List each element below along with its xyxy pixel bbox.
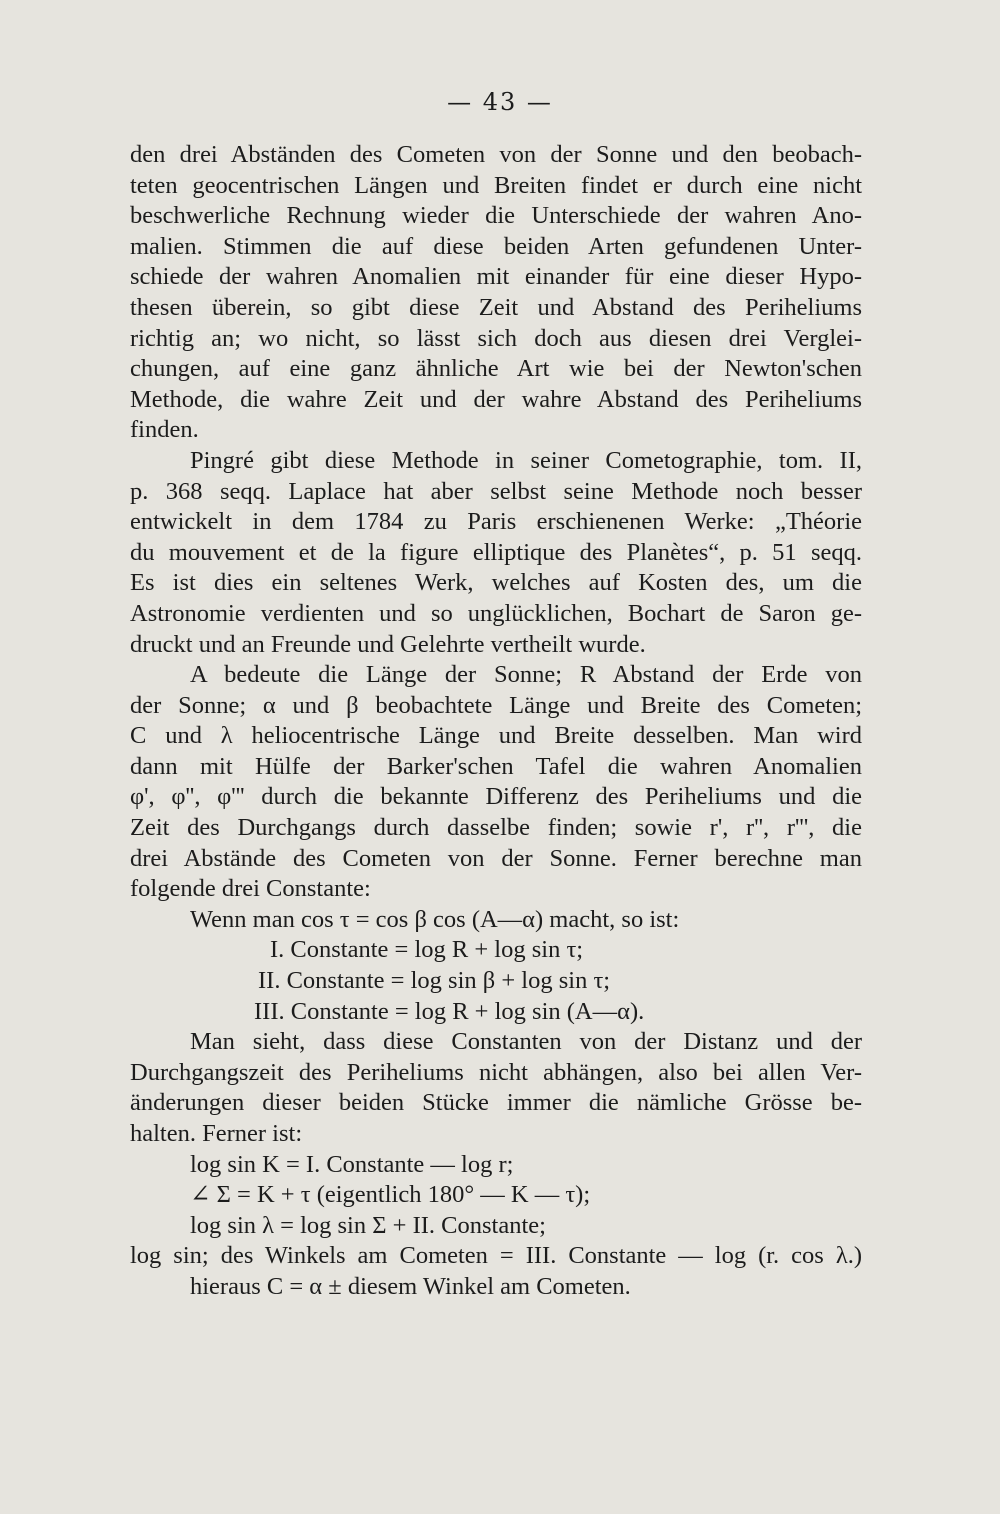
text-line: drei Abstände des Cometen von der Sonne. Ferner berechne man [130,844,862,872]
text-line: malien. Stimmen die auf diese beiden Arten gefundenen Unter- [130,232,862,260]
text-line: Zeit des Durchgangs durch dasselbe finden; sowie r', r'', r''', die [130,814,862,842]
text-line: druckt und an Freunde und Gelehrte vertheilt wurde. [130,630,646,658]
text-line: ∠ Σ = K + τ (eigentlich 180° — K — τ); [190,1181,591,1209]
text-line: II. Constante = log sin β + log sin τ; [258,967,611,995]
text-line: I. Constante = log R + log sin τ; [270,936,584,964]
text-line: teten geocentrischen Längen und Breiten findet er durch eine nicht [130,171,862,199]
text-line: thesen überein, so gibt diese Zeit und Abstand des Periheliums [130,293,862,321]
text-line: A bedeute die Länge der Sonne; R Abstand der Erde von [190,661,862,689]
text-line: Man sieht, dass diese Constanten von der Distanz und der [190,1028,862,1056]
text-line: hieraus C = α ± diesem Winkel am Cometen. [190,1272,631,1300]
text-line: entwickelt in dem 1784 zu Paris erschienenen Werke: „Théorie [130,508,862,536]
text-line: dann mit Hülfe der Barker'schen Tafel die wahren Anomalien [130,752,862,780]
text-line: Durchgangszeit des Periheliums nicht abhängen, also bei allen Ver- [130,1058,862,1086]
text-line: III. Constante = log R + log sin (A—α). [254,997,645,1025]
text-line: finden. [130,416,199,444]
text-line: chungen, auf eine ganz ähnliche Art wie bei der Newton'schen [130,355,862,383]
text-line: Es ist dies ein seltenes Werk, welches auf Kosten des, um die [130,569,862,597]
text-line: log sin λ = log sin Σ + II. Constante; [190,1211,546,1239]
text-line: Methode, die wahre Zeit und der wahre Abstand des Periheliums [130,385,862,413]
text-line: beschwerliche Rechnung wieder die Unterschiede der wahren Ano- [130,202,862,230]
text-line: änderungen dieser beiden Stücke immer die nämliche Grösse be- [130,1089,862,1117]
text-line: Astronomie verdienten und so unglücklichen, Bochart de Saron ge- [130,599,862,627]
text-line: p. 368 seqq. Laplace hat aber selbst seine Methode noch besser [130,477,862,505]
page-number: — 43 — [447,88,553,116]
body-text [130,140,862,1303]
text-line: schiede der wahren Anomalien mit einander für eine dieser Hypo- [130,263,862,291]
text-line: den drei Abständen des Cometen von der Sonne und den beobach- [130,141,862,168]
text-line: Pingré gibt diese Methode in seiner Cometographie, tom. II, [190,446,862,474]
text-line: folgende drei Constante: [130,875,371,903]
text-line: der Sonne; α und β beobachtete Länge und Breite des Cometen; [130,691,862,719]
text-line: du mouvement et de la figure elliptique des Planètes“, p. 51 seqq. [130,538,862,566]
text-line: log sin; des Winkels am Cometen = III. Constante — log (r. cos λ.) [130,1242,862,1270]
text-line: C und λ heliocentrische Länge und Breite desselben. Man wird [130,722,862,750]
text-line: halten. Ferner ist: [130,1120,303,1147]
text-line: Wenn man cos τ = cos β cos (A—α) macht, so ist: [190,905,680,933]
text-line: log sin K = I. Constante — log r; [190,1150,514,1178]
text-line: richtig an; wo nicht, so lässt sich doch aus diesen drei Verglei- [130,324,862,352]
text-line: φ', φ'', φ''' durch die bekannte Differenz des Periheliums und die [130,783,862,811]
